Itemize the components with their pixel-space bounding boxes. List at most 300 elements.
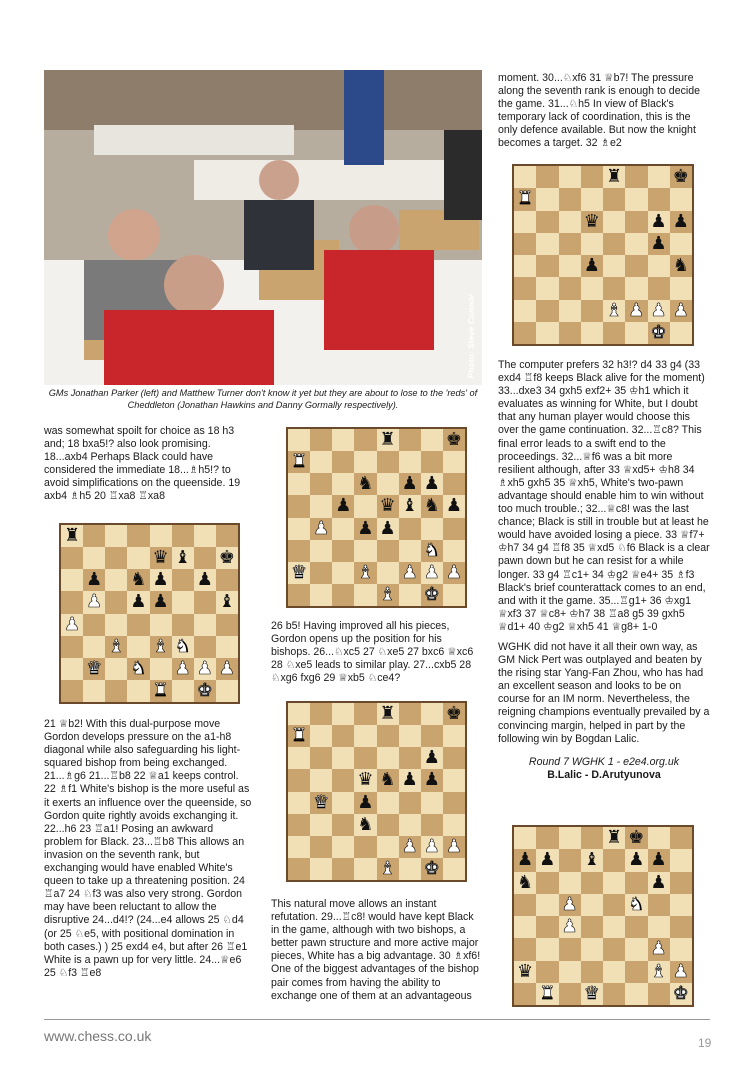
board-square [172,636,194,658]
black-pawn-icon: ♟ [401,769,418,791]
board-square [670,300,692,322]
board-square [216,547,238,569]
board-square [514,322,536,344]
column-3-middle [498,359,710,782]
board-square [421,540,443,562]
white-pawn-icon: ♟ [86,591,103,613]
board-square [377,495,399,517]
board-square [105,569,127,591]
board-square [536,916,558,938]
board-square [83,658,105,680]
board-square [625,300,647,322]
board-square [194,591,216,613]
board-square [443,725,465,747]
board-square [514,916,536,938]
black-pawn-icon: ♟ [650,849,667,871]
board-square [625,211,647,233]
board-square [670,211,692,233]
board-square [288,858,310,880]
white-knight-icon: ♞ [628,893,645,915]
board-square [354,518,376,540]
black-rook-icon: ♜ [606,827,623,849]
board-square [127,525,149,547]
board-square [332,473,354,495]
board-square [377,858,399,880]
board-square [216,525,238,547]
black-pawn-icon: ♟ [357,517,374,539]
black-pawn-icon: ♟ [401,473,418,495]
black-king-icon: ♚ [218,547,235,569]
board-square [399,747,421,769]
board-square [377,836,399,858]
board-square [377,769,399,791]
board-square [648,983,670,1005]
black-queen-icon: ♛ [152,547,169,569]
white-pawn-icon: ♟ [445,835,462,857]
board-square [536,983,558,1005]
board-square [559,849,581,871]
board-square [105,547,127,569]
white-pawn-icon: ♟ [650,938,667,960]
board-square [603,961,625,983]
board-square [421,451,443,473]
board-square [399,703,421,725]
board-square [332,836,354,858]
photo-credit: Photo: Steve Connor [466,294,476,379]
footer-site: www.chess.co.uk [44,1028,152,1044]
board-square [443,451,465,473]
board-square [581,166,603,188]
board-square [105,525,127,547]
board-square [172,569,194,591]
board-square [172,591,194,613]
board-square [670,166,692,188]
column-1-top [44,425,252,511]
board-square [625,983,647,1005]
board-square [377,792,399,814]
board-square [536,211,558,233]
board-square [377,562,399,584]
board-square [625,255,647,277]
board-square [421,814,443,836]
board-square [670,872,692,894]
board-square [354,836,376,858]
white-king-icon: ♚ [196,679,213,701]
black-queen-icon: ♛ [357,769,374,791]
board-square [421,769,443,791]
board-square [670,188,692,210]
board-square [443,495,465,517]
board-square [354,858,376,880]
col3-paragraph-1: moment. 30...♘xf6 31 ♕b7! The pressure along the seventh rank is enough to decide the game. 31...♘h5 In view of Black's temporary lack of coordination, this is the only defence available. But now the knight becomes a target. 32 ♗e2 [498,72,701,150]
black-pawn-icon: ♟ [672,210,689,232]
board-square [310,540,332,562]
board-square [581,300,603,322]
black-pawn-icon: ♟ [335,495,352,517]
board-square [559,188,581,210]
board-square [536,233,558,255]
board-square [194,658,216,680]
board-square [127,636,149,658]
black-pawn-icon: ♟ [86,569,103,591]
board-square [625,322,647,344]
game-round-heading [498,756,710,782]
board-square [536,277,558,299]
board-square [399,792,421,814]
black-rook-icon: ♜ [606,166,623,188]
board-square [559,300,581,322]
white-pawn-icon: ♟ [672,299,689,321]
white-knight-icon: ♞ [423,539,440,561]
board-square [581,916,603,938]
white-pawn-icon: ♟ [650,299,667,321]
board-square [648,211,670,233]
board-square [310,518,332,540]
board-square [399,769,421,791]
board-square [421,703,443,725]
board-square [559,961,581,983]
white-bishop-icon: ♝ [650,960,667,982]
black-pawn-icon: ♟ [357,791,374,813]
board-square [377,429,399,451]
board-square [288,836,310,858]
board-square [310,429,332,451]
white-bishop-icon: ♝ [152,635,169,657]
white-pawn-icon: ♟ [218,657,235,679]
board-square [354,703,376,725]
black-rook-icon: ♜ [379,429,396,451]
board-square [172,525,194,547]
board-square [443,540,465,562]
board-square [216,680,238,702]
board-square [105,658,127,680]
black-pawn-icon: ♟ [196,569,213,591]
board-square [559,255,581,277]
board-square [399,562,421,584]
black-pawn-icon: ♟ [152,569,169,591]
col1-paragraph-2: 21 ♕b2! With this dual-purpose move Gordon develops pressure on the a1-h8 diagonal while also safeguarding his light-squared bishop from being exchanged. 21...♗g6 21...♖b8 22 ♕a1 keeps control. 22 ♗f1 White's bishop is the more useful as it exerts an influence over the queenside, so Gordon quite rightly avoids exchanging it. 22...h6 23 ♖a1! Posing an awkward problem for Black. 23...♖b8 This allows an invasion on the seventh rank, but exchanging would have enabled White's queen to take up a threatening position. 24 ♖a7 24 ♘f3 was also very strong. Gordon may have been reluctant to allow the disruptive 24...d4!? (24...e4 allows 25 ♘d4 (or 25 ♘e5, with positional domination in both cases.) ) 25 exd4 e4, but after 26 ♖e1 White is a pawn up for very little. 24...♕e6 25 ♘f3 ♖e8 [44,718,252,979]
board-square [288,562,310,584]
board-square [399,814,421,836]
white-knight-icon: ♞ [174,635,191,657]
board-square [310,703,332,725]
tournament-photo [44,70,482,385]
board-square [581,233,603,255]
board-square [310,562,332,584]
board-square [603,255,625,277]
board-square [399,495,421,517]
board-square [581,894,603,916]
board-square [670,983,692,1005]
board-square [536,827,558,849]
board-square [514,233,536,255]
black-pawn-icon: ♟ [650,232,667,254]
board-square [399,518,421,540]
board-square [354,451,376,473]
black-knight-icon: ♞ [130,569,147,591]
board-square [670,938,692,960]
board-square [172,658,194,680]
board-square [625,894,647,916]
board-square [332,858,354,880]
board-square [514,166,536,188]
board-square [421,747,443,769]
board-square [625,961,647,983]
board-square [150,525,172,547]
column-2-top [271,620,482,692]
board-square [354,769,376,791]
board-square [150,680,172,702]
board-square [559,211,581,233]
white-rook-icon: ♜ [290,451,308,473]
board-square [194,547,216,569]
board-square [514,849,536,871]
white-pawn-icon: ♟ [628,299,645,321]
board-square [581,322,603,344]
board-square [150,636,172,658]
board-square [61,658,83,680]
white-pawn-icon: ♟ [313,517,330,539]
board-square [288,703,310,725]
board-square [83,569,105,591]
board-square [399,836,421,858]
board-square [536,166,558,188]
board-square [514,277,536,299]
board-square [150,569,172,591]
board-square [354,725,376,747]
board-square [559,233,581,255]
board-square [354,495,376,517]
board-square [194,636,216,658]
board-square [536,872,558,894]
board-square [443,562,465,584]
board-square [581,827,603,849]
board-square [61,525,83,547]
board-square [514,938,536,960]
board-square [581,961,603,983]
board-square [127,614,149,636]
board-square [105,680,127,702]
board-square [625,233,647,255]
board-square [443,584,465,606]
white-knight-icon: ♞ [130,657,147,679]
black-pawn-icon: ♟ [650,210,667,232]
board-square [332,495,354,517]
black-bishop-icon: ♝ [174,547,191,569]
chess-diagram-3 [286,701,467,882]
board-square [332,725,354,747]
board-square [581,188,603,210]
board-square [83,547,105,569]
black-pawn-icon: ♟ [539,849,556,871]
board-square [443,836,465,858]
tournament-photo-drawing [44,70,482,385]
board-square [288,814,310,836]
white-pawn-icon: ♟ [63,613,81,635]
board-square [61,614,83,636]
black-king-icon: ♚ [445,703,462,725]
board-square [443,429,465,451]
board-square [648,938,670,960]
board-square [127,591,149,613]
black-bishop-icon: ♝ [218,591,235,613]
board-square [648,849,670,871]
board-square [536,188,558,210]
board-square [536,849,558,871]
board-square [127,569,149,591]
board-square [443,792,465,814]
white-rook-icon: ♜ [152,679,169,701]
board-square [332,540,354,562]
board-square [670,916,692,938]
board-square [603,983,625,1005]
board-square [670,961,692,983]
board-square [310,747,332,769]
board-square [625,849,647,871]
board-square [421,429,443,451]
board-square [399,858,421,880]
black-pawn-icon: ♟ [583,255,600,277]
board-square [61,547,83,569]
board-square [399,725,421,747]
board-square [288,792,310,814]
board-square [514,961,536,983]
board-square [216,636,238,658]
board-square [603,916,625,938]
board-square [83,680,105,702]
board-square [172,680,194,702]
board-square [399,540,421,562]
white-bishop-icon: ♝ [379,857,396,879]
board-square [648,166,670,188]
board-square [377,473,399,495]
board-square [603,322,625,344]
white-king-icon: ♚ [672,982,689,1004]
board-square [421,792,443,814]
board-square [670,277,692,299]
board-square [288,495,310,517]
board-square [421,473,443,495]
white-king-icon: ♚ [423,583,440,605]
board-square [559,322,581,344]
white-pawn-icon: ♟ [196,657,213,679]
board-square [194,569,216,591]
board-square [332,747,354,769]
board-square [648,872,670,894]
board-square [443,518,465,540]
board-square [625,872,647,894]
board-square [536,300,558,322]
chess-diagram-1 [59,523,240,704]
board-square [354,792,376,814]
board-square [288,725,310,747]
board-square [310,725,332,747]
board-square [648,233,670,255]
board-square [603,872,625,894]
black-knight-icon: ♞ [423,495,440,517]
board-square [83,525,105,547]
black-knight-icon: ♞ [357,813,374,835]
white-pawn-icon: ♟ [423,561,440,583]
board-square [670,233,692,255]
board-square [216,591,238,613]
chess-diagram-4 [512,164,694,346]
board-square [332,451,354,473]
board-square [61,591,83,613]
board-square [377,814,399,836]
board-square [514,983,536,1005]
black-pawn-icon: ♟ [650,871,667,893]
column-3-top [498,72,710,158]
black-queen-icon: ♛ [379,495,396,517]
board-square [603,827,625,849]
board-square [581,938,603,960]
board-square [603,233,625,255]
white-pawn-icon: ♟ [561,916,578,938]
board-square [354,814,376,836]
black-pawn-icon: ♟ [517,849,534,871]
black-pawn-icon: ♟ [130,591,147,613]
black-pawn-icon: ♟ [445,495,462,517]
board-square [559,277,581,299]
board-square [421,836,443,858]
board-square [377,703,399,725]
board-square [61,636,83,658]
black-pawn-icon: ♟ [152,591,169,613]
board-square [648,277,670,299]
black-rook-icon: ♜ [63,525,81,547]
board-square [288,769,310,791]
board-square [61,680,83,702]
board-square [83,591,105,613]
board-square [354,747,376,769]
game-round: Round 7 WGHK 1 - e2e4.org.uk [528,755,680,768]
black-pawn-icon: ♟ [628,849,645,871]
board-square [581,255,603,277]
board-square [354,473,376,495]
board-square [514,872,536,894]
board-square [603,894,625,916]
column-1-bottom [44,718,252,987]
white-queen-icon: ♛ [313,791,330,813]
col2-paragraph-2: This natural move allows an instant refutation. 29...♖c8! would have kept Black in the game, although with two bishops, a better pawn structure and more active major pieces, White has a big advantage. 30 ♗xf6! One of the biggest advantages of the bishop pair comes from having the ability to exchange one of them at an advantageous [271,898,481,1002]
board-square [288,584,310,606]
board-square [603,938,625,960]
black-knight-icon: ♞ [517,871,534,893]
black-bishop-icon: ♝ [401,495,418,517]
photo-caption: GMs Jonathan Parker (left) and Matthew Turner don't know it yet but they are about to lose to the 'reds' of Cheddleton (Jonathan Hawkins and Danny Gormally respectively). [48,388,478,410]
board-square [127,680,149,702]
board-square [443,769,465,791]
black-queen-icon: ♛ [517,960,534,982]
board-square [625,166,647,188]
board-square [83,614,105,636]
board-square [581,211,603,233]
col3-paragraph-3: WGHK did not have it all their own way, as GM Nick Pert was outplayed and beaten by the rising star Yang-Fan Zhou, who has had an excellent season and looks to be on course for an IM norm. Nevertheless, the reigning champions eventually prevailed by a convincing margin, helped in part by the following win by Bogdan Lalic. [498,640,710,745]
board-square [288,451,310,473]
board-square [288,429,310,451]
board-square [377,451,399,473]
board-square [670,849,692,871]
board-square [559,166,581,188]
board-square [648,322,670,344]
board-square [83,636,105,658]
board-square [443,747,465,769]
board-square [421,584,443,606]
black-bishop-icon: ♝ [583,849,600,871]
board-square [150,614,172,636]
board-square [354,429,376,451]
